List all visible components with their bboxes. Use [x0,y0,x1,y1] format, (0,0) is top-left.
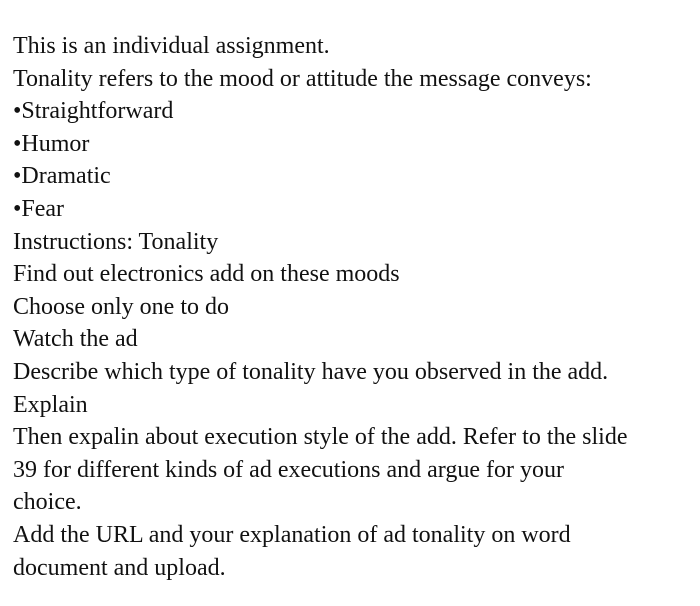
instruction-describe: Describe which type of tonality have you observed in the add. [13,358,609,385]
tonality-definition: Tonality refers to the mood or attitude the message conveys: [13,65,592,92]
execution-style-paragraph [13,421,693,519]
assignment-document [13,30,693,584]
execution-style-line: 39 for different kinds of ad executions and argue for your [13,456,564,483]
execution-style-line: choice. [13,489,82,516]
upload-instructions-paragraph [13,519,693,584]
upload-instructions-line: Add the URL and your explanation of ad tonality on word [13,521,571,548]
upload-instructions-line: document and upload. [13,554,226,581]
mood-item-fear: •Fear [13,195,65,222]
execution-style-line: Then expalin about execution style of the add. Refer to the slide [13,424,628,451]
instructions-heading: Instructions: Tonality [13,228,219,255]
instruction-choose-one: Choose only one to do [13,293,229,320]
instruction-find-ad: Find out electronics add on these moods [13,261,400,288]
mood-item-humor: •Humor [13,130,90,157]
mood-item-dramatic: •Dramatic [13,163,111,190]
intro-line: This is an individual assignment. [13,33,330,59]
instruction-watch-ad: Watch the ad [13,326,138,353]
mood-item-straightforward: •Straightforward [13,98,174,125]
instruction-explain: Explain [13,391,88,418]
